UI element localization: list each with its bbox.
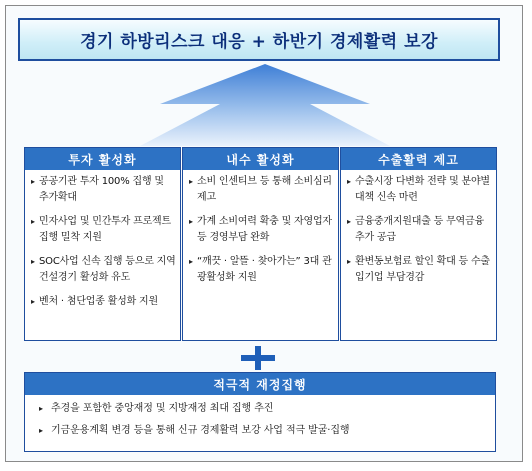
column-investment (24, 147, 181, 341)
plus-icon (241, 346, 275, 370)
column-domestic-demand (182, 147, 339, 341)
column-list (25, 170, 180, 310)
list-item: ▸ 추경을 포함한 중앙재정 및 지방재정 최대 집행 추진 (39, 401, 487, 417)
column-list (341, 170, 496, 286)
list-item: ▸ 금융중개지원대출 등 무역금융 추가 공급 (347, 214, 492, 246)
list-item: ▸ 가계 소비여력 확충 및 자영업자 등 경영부담 완화 (189, 214, 334, 246)
list-item: ▸ 수출시장 다변화 전략 및 분야별 대책 신속 마련 (347, 174, 492, 206)
list-item: ▸ 기금운용계획 변경 등을 통해 신규 경제활력 보강 사업 적극 발굴·집행 (39, 423, 487, 439)
list-item: ▸ 민자사업 및 민간투자 프로젝트 집행 밀착 지원 (31, 214, 176, 246)
bottom-list (25, 395, 495, 439)
bottom-header: 적극적 재정집행 (25, 373, 495, 395)
column-list (183, 170, 338, 286)
column-header: 투자 활성화 (25, 148, 180, 170)
list-item: ▸ 환변동보험료 할인 확대 등 수출입기업 부담경감 (347, 254, 492, 286)
list-item: ▸ 벤처 · 첨단업종 활성화 지원 (31, 294, 176, 310)
fiscal-execution-box (24, 372, 496, 452)
column-header: 내수 활성화 (183, 148, 338, 170)
up-arrow-icon (120, 62, 410, 146)
list-item: ▸ 소비 인센티브 등 통해 소비심리 제고 (189, 174, 334, 206)
list-item: ▸ “깨끗 · 알뜰 · 찾아가는” 3대 관광활성화 지원 (189, 254, 334, 286)
diagram-title: 경기 하방리스크 대응 + 하반기 경제활력 보강 (18, 18, 500, 61)
list-item: ▸ 공공기관 투자 100% 집행 및 추가확대 (31, 174, 176, 206)
column-export (340, 147, 497, 341)
list-item: ▸ SOC사업 신속 집행 등으로 지역 건설경기 활성화 유도 (31, 254, 176, 286)
column-header: 수출활력 제고 (341, 148, 496, 170)
